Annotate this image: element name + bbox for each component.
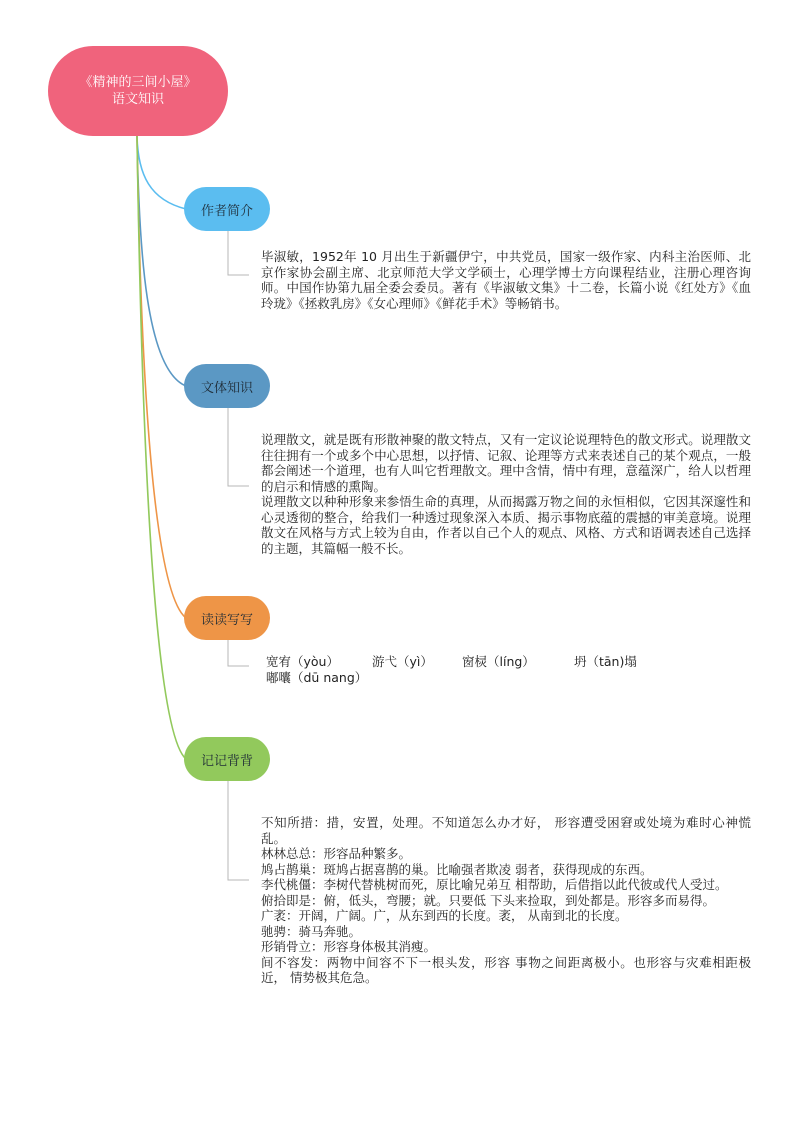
idiom-entry: 不知所措：措，安置，处理。不知道怎么办才好， 形容遭受困窘或处境为难时心神慌乱。 [261,815,751,846]
vocab-word: 窗棂（líng） [462,654,535,669]
connector-author [137,136,186,209]
vocab-word: 坍（tān)塌 [574,654,637,669]
bracket-genre [228,408,249,486]
author-intro-text: 毕淑敏，1952年 10 月出生于新疆伊宁，中共党员，国家一级作家、内科主治医师、北京作家协会副主席、北京师范大学文学硕士，心理学博士方向课程结业，注册心理咨询师。中国作协第九届全委会委员。著有《毕淑敏文集》十二卷，长篇小说《红处方》《血玲珑》《拯救乳房》《女心理师》《鲜花手术》等畅销书。 [261,249,751,311]
idiom-entry: 间不容发：两物中间容不下一根头发，形容 事物之间距离极小。也形容与灾难相距极近， 情势极其危急。 [261,954,751,985]
connector-genre [137,136,186,386]
connector-memorize [137,136,186,759]
genre-knowledge-note [261,432,751,556]
idiom-entry: 广袤：开阔，广阔。广，从东到西的长度。袤， 从南到北的长度。 [261,908,628,923]
bracket-memorize [228,781,249,880]
root-title-line2: 语文知识 [111,92,164,107]
topic-author-intro[interactable]: 作者简介 [184,187,270,231]
bracket-words [228,640,249,666]
topic-genre-knowledge[interactable]: 文体知识 [184,364,270,408]
connector-words [137,136,186,618]
topic-memorize[interactable]: 记记背背 [184,737,270,781]
idiom-entry: 林林总总：形容品种繁多。 [261,846,412,861]
vocab-word: 游弋（yì） [372,654,433,669]
root-node[interactable] [48,46,228,136]
idiom-entry: 鸠占鹊巢：斑鸠占据喜鹊的巢。比喻强者欺凌 弱者，获得现成的东西。 [261,861,653,877]
idiom-entry: 驰骋：骑马奔驰。 [261,923,362,939]
topic-read-write[interactable]: 读读写写 [184,596,270,640]
root-title-line1: 《精神的三间小屋》 [79,75,197,90]
author-intro-note [261,249,751,311]
genre-paragraph: 说理散文以种种形象来参悟生命的真理，从而揭露万物之间的永恒相似，它因其深邃性和心灵透彻的整合，给我们一种透过现象深入本质、揭示事物底蕴的震撼的审美意境。说理散文在风格与方式上较为自由，作者以自己个人的观点、风格、方式和语调表述自己选择的主题，其篇幅一般不长。 [261,494,751,556]
idiom-entry: 形销骨立：形容身体极其消瘦。 [261,939,437,954]
idiom-entry: 李代桃僵：李树代替桃树而死，原比喻兄弟互 相帮助，后借指以此代彼或代人受过。 [261,877,728,892]
idiom-entry: 俯拾即是：俯，低头，弯腰；就。只要低 下头来捡取，到处都是。形容多而易得。 [261,892,715,908]
vocab-word: 嘟囔（dū nang） [266,670,368,685]
vocab-word: 宽宥（yòu） [266,654,339,669]
bracket-author [228,231,249,275]
memorize-note [261,815,751,986]
genre-paragraph: 说理散文，就是既有形散神聚的散文特点，又有一定议论说理特色的散文形式。说理散文往往拥有一个或多个中心思想，以抒情、记叙、论理等方式来表述自己的某个观点，一般都会阐述一个道理，也有人叫它哲理散文。理中含情，情中有理，意蕴深广，给人以哲理的启示和情感的熏陶。 [261,432,751,494]
